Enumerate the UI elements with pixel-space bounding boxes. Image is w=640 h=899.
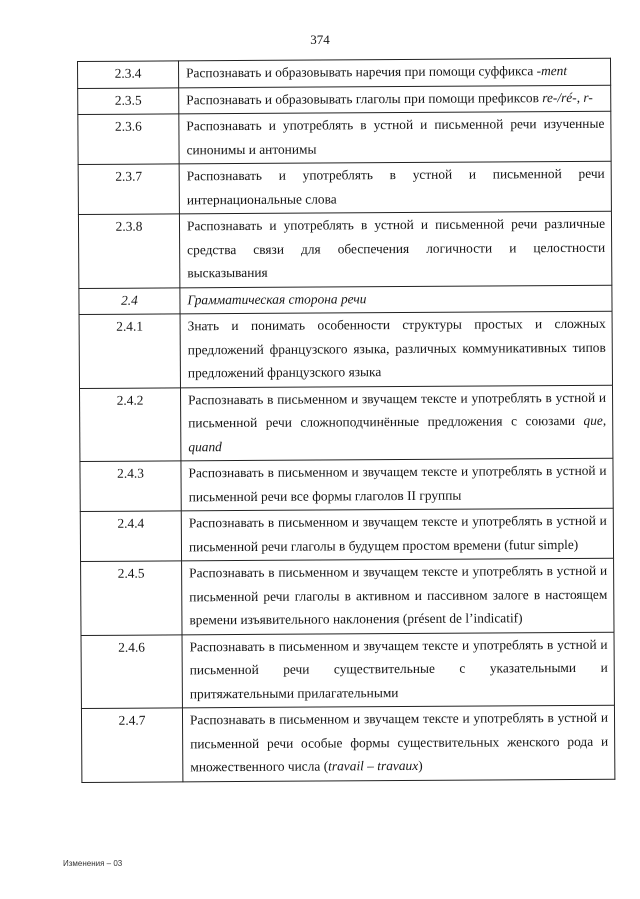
- table-row: [81, 632, 614, 709]
- row-description: [179, 211, 611, 287]
- table-body: [78, 58, 615, 782]
- table-row: [78, 111, 611, 164]
- row-code: 2.3.5: [78, 87, 179, 114]
- row-description: [182, 558, 614, 634]
- row-description: [180, 385, 612, 461]
- italic-text: quand: [188, 438, 222, 454]
- table-row: [80, 508, 613, 561]
- table-row: [80, 458, 613, 511]
- italic-text: -ment: [536, 63, 568, 79]
- italic-text: que: [583, 412, 603, 428]
- row-code: 2.4.3: [80, 461, 181, 512]
- text-segment: Распознавать и образовывать глаголы при помощи префиксов: [186, 89, 543, 107]
- italic-text: r-: [583, 89, 593, 105]
- table-row: [79, 311, 612, 388]
- table-row: [78, 85, 611, 115]
- row-description: [181, 508, 613, 561]
- text-segment: ,: [576, 89, 584, 105]
- text-segment: ): [418, 757, 423, 773]
- text-segment: Распознавать и употреблять в устной и письменной речи различные средства связи для обеспечения логичности и целостности высказывания: [186, 215, 606, 281]
- text-segment: Распознавать и образовывать наречия при помощи суффикса: [186, 63, 537, 81]
- table-row: [81, 705, 614, 782]
- row-code: 2.4.7: [81, 708, 182, 782]
- text-segment: Распознавать и употреблять в устной и письменной речи изученные синонимы и антонимы: [186, 115, 605, 157]
- row-code: 2.4: [79, 287, 180, 314]
- row-description: [179, 161, 611, 214]
- text-segment: Распознавать в письменном и звучащем тексте и употреблять в устной и письменной речи глаголы в активном и пассивном залоге в настоящем времени изъявительного наклонения (présent de l’indicatif): [189, 562, 608, 628]
- table-row: [78, 58, 611, 88]
- text-segment: Знать и понимать особенности структуры простых и сложных предложений французского языка, различных коммуникативных типов предложений французского языка: [187, 315, 606, 381]
- row-description: [182, 705, 614, 781]
- text-segment: Распознавать в письменном и звучащем тексте и употреблять в устной и письменной речи все формы глаголов II группы: [188, 462, 607, 504]
- row-description: [179, 85, 611, 114]
- text-segment: Распознавать и употреблять в устной и письменной речи интернациональные слова: [186, 165, 605, 207]
- text-segment: Распознавать в письменном и звучащем тексте и употреблять в устной и письменной речи особые формы существительных женского рода и множественного числа (: [189, 709, 609, 775]
- row-description: [179, 111, 611, 164]
- row-code: 2.3.6: [78, 114, 179, 165]
- row-code: 2.4.2: [79, 387, 180, 461]
- text-segment: ,: [602, 412, 607, 428]
- text-segment: Распознавать в письменном и звучащем тексте и употреблять в устной и письменной речи существительные с указательными и притяжательными прилагательными: [189, 636, 608, 701]
- row-code: 2.4.6: [81, 634, 182, 708]
- page-number: 374: [310, 32, 330, 47]
- table-row: [78, 161, 611, 214]
- row-description: [180, 285, 612, 314]
- requirements-table: [77, 58, 615, 783]
- row-description: [180, 311, 612, 387]
- row-code: 2.3.4: [78, 61, 179, 88]
- italic-text: travail – travaux: [328, 757, 419, 774]
- text-segment: Распознавать в письменном и звучащем тексте и употреблять в устной и письменной речи сложноподчинённые предложения с союзами: [188, 389, 607, 431]
- row-code: 2.4.4: [80, 511, 181, 562]
- row-code: 2.3.8: [78, 214, 179, 288]
- row-code: 2.4.1: [79, 314, 180, 388]
- row-description: [181, 458, 613, 511]
- row-description: [179, 58, 611, 87]
- table-row: [79, 385, 612, 462]
- row-code: 2.3.7: [78, 164, 179, 215]
- table-row: [78, 211, 611, 288]
- row-code: 2.4.5: [81, 561, 182, 635]
- table-row: [81, 558, 614, 635]
- text-segment: Распознавать в письменном и звучащем тексте и употреблять в устной и письменной речи глаголы в будущем простом времени (futur simple): [188, 512, 607, 554]
- italic-text: re-/ré-: [542, 89, 577, 105]
- table-row: [79, 285, 612, 315]
- italic-text: Грамматическая сторона речи: [187, 290, 367, 307]
- footer-revision: Изменения – 03: [63, 859, 123, 868]
- row-description: [182, 632, 614, 708]
